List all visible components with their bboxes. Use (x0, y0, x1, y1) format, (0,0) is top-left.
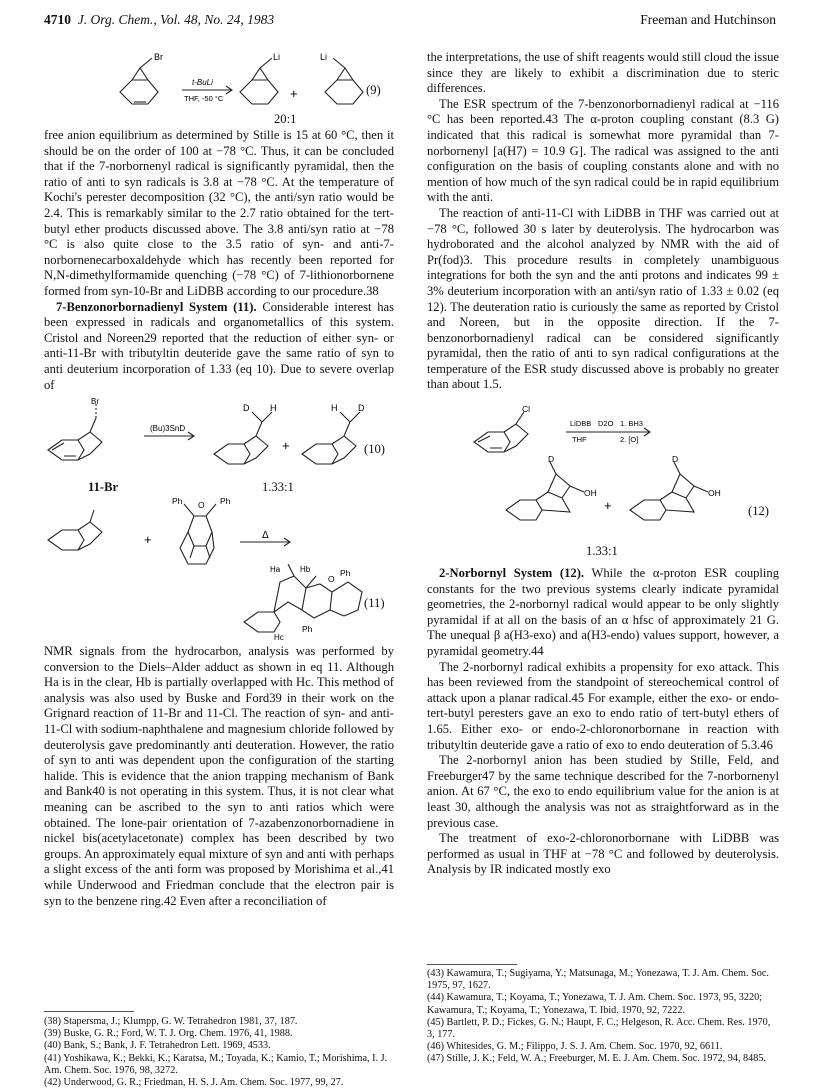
reference-item: (39) Buske, G. R.; Ford, W. T. J. Org. Chem. 1976, 41, 1988. (44, 1028, 293, 1040)
scheme10-reagent: (Bu)3SnD (150, 424, 186, 433)
scheme-10-structures (44, 398, 374, 474)
paragraph-text: While the α-proton ESR coupling constants for the two previous systems clearly indicate pyramidal geometries, the 2-norbornyl radical would appear to be only slightly pyramidal if at all on the basis of an α hfsc of approximately 21 G. The unequal β a(H3-exo) and a(H3-endo) values support, however, a pyramidal geometry.44 (427, 566, 780, 658)
proton-label-b: Hb (300, 565, 311, 574)
reagent-lidbb: LiDBB (570, 419, 592, 428)
paragraph: The 2-norbornyl radical exhibits a propensity for exo attack. This has been reviewed from the standpoint of stereochemical control of attack upon a planar radical.45 For example, either the exo- or endo-tert-butyl peresters gave an exo to endo ratio of tert-butyl ethers of 1.65. Either exo- or endo-2-chloronorbornane in reaction with tributyltin deuteride gave a ratio of exo to endo deuteration of 5.3.46 (427, 659, 779, 752)
bromine-label: Br (91, 398, 99, 406)
deuterium-label-1: D (243, 403, 250, 413)
plus-sign: + (144, 532, 152, 547)
reagent-oxidation: 2. [O] (620, 435, 639, 444)
reference-item: (44) Kawamura, T.; Koyama, T.; Yonezawa, T. J. Am. Chem. Soc. 1973, 95, 3220; Kawamura, T.; Koyama, T.; Yonezawa, T. Ibid. 1970, 92, 7222. (427, 992, 763, 1016)
ratio-9: 20:1 (274, 112, 297, 126)
running-header (44, 12, 776, 32)
left-references (44, 1016, 394, 1089)
scheme-9-structures (110, 50, 410, 120)
equation-number-12: (12) (748, 504, 769, 518)
reference-item: (42) Underwood, G. R.; Friedman, H. S. J. Am. Chem. Soc. 1977, 99, 27. (44, 1077, 344, 1089)
lithium-label-1: Li (273, 52, 281, 62)
bromine-label: Br (154, 52, 163, 62)
phenyl-label-1: Ph (172, 496, 183, 506)
hydroxyl-label-2: OH (708, 488, 721, 498)
reference-item: (40) Bank, S.; Bank, J. F. Tetrahedron Lett. 1969, 4533. (44, 1040, 271, 1052)
scheme-11-structures (44, 492, 364, 640)
author-names: Freeman and Hutchinson (640, 12, 776, 27)
right-references (427, 968, 779, 1066)
footnote-rule-left (44, 1011, 134, 1012)
plus-sign: + (282, 438, 290, 453)
deuterium-label-1: D (548, 454, 555, 464)
reagent-thf: THF (572, 435, 587, 444)
oxygen-label-2: O (328, 574, 335, 584)
ratio-12: 1.33:1 (586, 544, 618, 558)
reference-item: (46) Whitesides, G. M.; Filippo, J. S. J. Am. Chem. Soc. 1970, 92, 6611. (427, 1041, 723, 1053)
proton-label-c: Hc (274, 633, 284, 640)
phenyl-label-4: Ph (302, 624, 313, 634)
section-heading: 7-Benzonorbornadienyl System (11). (56, 299, 257, 314)
scheme9-reagent: t-BuLi (192, 78, 213, 87)
paragraph: NMR signals from the hydrocarbon, analysis was performed by conversion to the Diels–Alder adduct as shown in eq 11. Although Ha is in the clear, Hb is partially overlapped with Hc. This method of analysis was also used by Buske and Ford39 in their work on the Grignard reaction of 11-Br and 11-Cl. The reaction of syn- and anti-11-Cl with sodium-naphthalene and magnesium chloride followed by deuterolysis gave predominantly anti deuteration. However, the ratio of syn to anti was dependent upon the configuration of the starting halide. This is evidence that the anion trapping mechanism of Bank and Bank40 is not operating in this system. Thus, it is not clear what meaning can be ascribed to the syn to anti ratios which were obtained. The lone-pair orientation of 7-azabenzonorbornadiene in nickel bis(acetylacetonate) complex has been described by two groups. An approximately equal mixture of syn and anti with perhaps a slight excess of the anti form was proposed by Morishima et al.,41 while Underwood and Friedman conclude that the electron pair is syn to the benzene ring.42 Even after a reconciliation of (44, 644, 394, 908)
ratio-10: 1.33:1 (262, 480, 294, 494)
paragraph: The reaction of anti-11-Cl with LiDBB in THF was carried out at −78 °C, followed 30 s later by deuterolysis. The hydrocarbon was hydroborated and the alcohol analyzed by NMR with the aid of Pr(fod)3. This procedure results in completely unambiguous integrations for both the syn and the anti protons and indicates 99 ± 3% deuterium incorporation with an anti/syn ratio of 1.33 ± 0.02 (eq 12). The deuteration ratio is curiously the same as reported by Cristol and Noreen, but in the opposite direction. If the 7-benzonorbornadienyl radical can be considered significantly pyramidal, then the ratio of anti to syn radical configurations at the temperature of the ESR study discussed above is probably no greater than about 1.5. (427, 205, 779, 392)
reagent-d2o: D2O (598, 419, 614, 428)
phenyl-label-3: Ph (340, 568, 351, 578)
equation-number-11: (11) (364, 596, 385, 610)
plus-sign: + (290, 86, 298, 101)
section-paragraph-benzo (44, 300, 394, 394)
equation-number-10: (10) (364, 442, 385, 456)
deuterium-label-2: D (672, 454, 679, 464)
compound-label-11-Br: 11-Br (88, 480, 119, 494)
reagent-bh3: 1. BH3 (620, 419, 643, 428)
reference-item: (38) Stapersma, J.; Klumpp, G. W. Tetrahedron 1981, 37, 187. (44, 1016, 298, 1027)
right-column-text-2 (427, 566, 779, 878)
left-column-text-1 (44, 128, 394, 393)
heat-delta: Δ (262, 530, 269, 541)
oxygen-label: O (198, 500, 205, 510)
hydrogen-label-1: H (270, 403, 277, 413)
paragraph: The treatment of exo-2-chloronorbornane with LiDBB was performed as usual in THF at −78 °C and followed by deuterolysis. Analysis by IR indicated mostly exo (427, 831, 779, 877)
hydrogen-label-2: H (331, 403, 338, 413)
chlorine-label: Cl (522, 406, 531, 414)
scheme9-conditions: THF, -50 °C (184, 94, 224, 103)
proton-label-a: Ha (270, 565, 281, 574)
reference-item: (41) Yoshikawa, K.; Bekki, K.; Karatsa, M.; Toyada, K.; Kamio, T.; Morishima, I. J. Am. Chem. Soc. 1976, 98, 3272. (44, 1052, 388, 1076)
phenyl-label-2: Ph (220, 496, 231, 506)
hydroxyl-label-1: OH (584, 488, 597, 498)
left-column-text-2 (44, 644, 394, 909)
section-heading: 2-Norbornyl System (12). (439, 566, 585, 580)
reference-item: (47) Stille, J. K.; Feld, W. A.; Freeburger, M. E. J. Am. Chem. Soc. 1972, 94, 8485. (427, 1053, 766, 1065)
right-column-text-1 (427, 50, 779, 393)
deuterium-label-2: D (358, 403, 365, 413)
paragraph: The 2-norbornyl anion has been studied by Stille, Feld, and Freeburger47 by the same technique described for the 7-norbornenyl anion. At 67 °C, the exo to endo equilibrium value for the anion is at least 30, although the analysis was not as straightforward as in the previous case. (427, 753, 779, 830)
paragraph: The ESR spectrum of the 7-benzonorbornadienyl radical at −116 °C has been reported.43 The α-proton coupling constant (8.3 G) indicated that this radical is somewhat more pyramidal than 7-norbornenyl [a(H7) = 10.9 G]. The radical was assigned to the anti configuration on the basis of coupling constants alone and with no mention of how much of the syn radical could be in rapid equilibrium with the anti. (427, 96, 779, 205)
lithium-label-2: Li (320, 52, 328, 62)
paragraph-text: Considerable interest has been expressed in radicals and organometallics of this system. Cristol and Noreen29 reported that the reduction of either syn- or anti-11-Br with tributyltin deuteride gave the same ratio of syn to anti deuterium incorporation of 1.33 (eq 10). Due to severe overlap of (44, 299, 394, 392)
scheme-12-structures (470, 406, 770, 532)
footnote-rule-right (427, 964, 517, 965)
reference-item: (45) Bartlett, P. D.; Fickes, G. N.; Haupt, F. C.; Helgeson, R. Acc. Chem. Res. 1970, 3, 177. (427, 1016, 771, 1041)
plus-sign: + (604, 498, 612, 513)
equation-number-9: (9) (366, 83, 381, 97)
journal-citation: 4710 J. Org. Chem., Vol. 48, No. 24, 1983 (44, 12, 275, 27)
paragraph: free anion equilibrium as determined by Stille is 15 at 60 °C, then it should be on the order of 100 at −78 °C. Thus, it can be concluded that if the 7-norbornenyl radical is significantly pyramidal, then the ratio of anti to syn radicals is 3.8 at −78 °C. At the temperature of Kochi's perester decomposition (32 °C), the anti/syn ratio would be 2.4. This is remarkably similar to the 2.7 ratio obtained for the tert-butyl ether products discussed above. The 3.8 anti/syn ratio at −78 °C is also quite close to the 3.5 ratio of syn- and anti-7-norbornenecarboxaldehyde which has recently been reported for N,N-dimethylformamide quenching (−78 °C) of 7-lithionorbornene formed from syn-10-Br and LiDBB according to our procedure.38 (44, 128, 394, 298)
section-paragraph-norbornyl (427, 566, 779, 660)
paragraph: the interpretations, the use of shift reagents would still cloud the issue since they are likely to exhibit a discrimination due to steric differences. (427, 50, 779, 96)
reference-item: (43) Kawamura, T.; Sugiyama, Y.; Matsunaga, M.; Yonezawa, T. J. Am. Chem. Soc. 1975, 97, 1627. (427, 968, 769, 992)
